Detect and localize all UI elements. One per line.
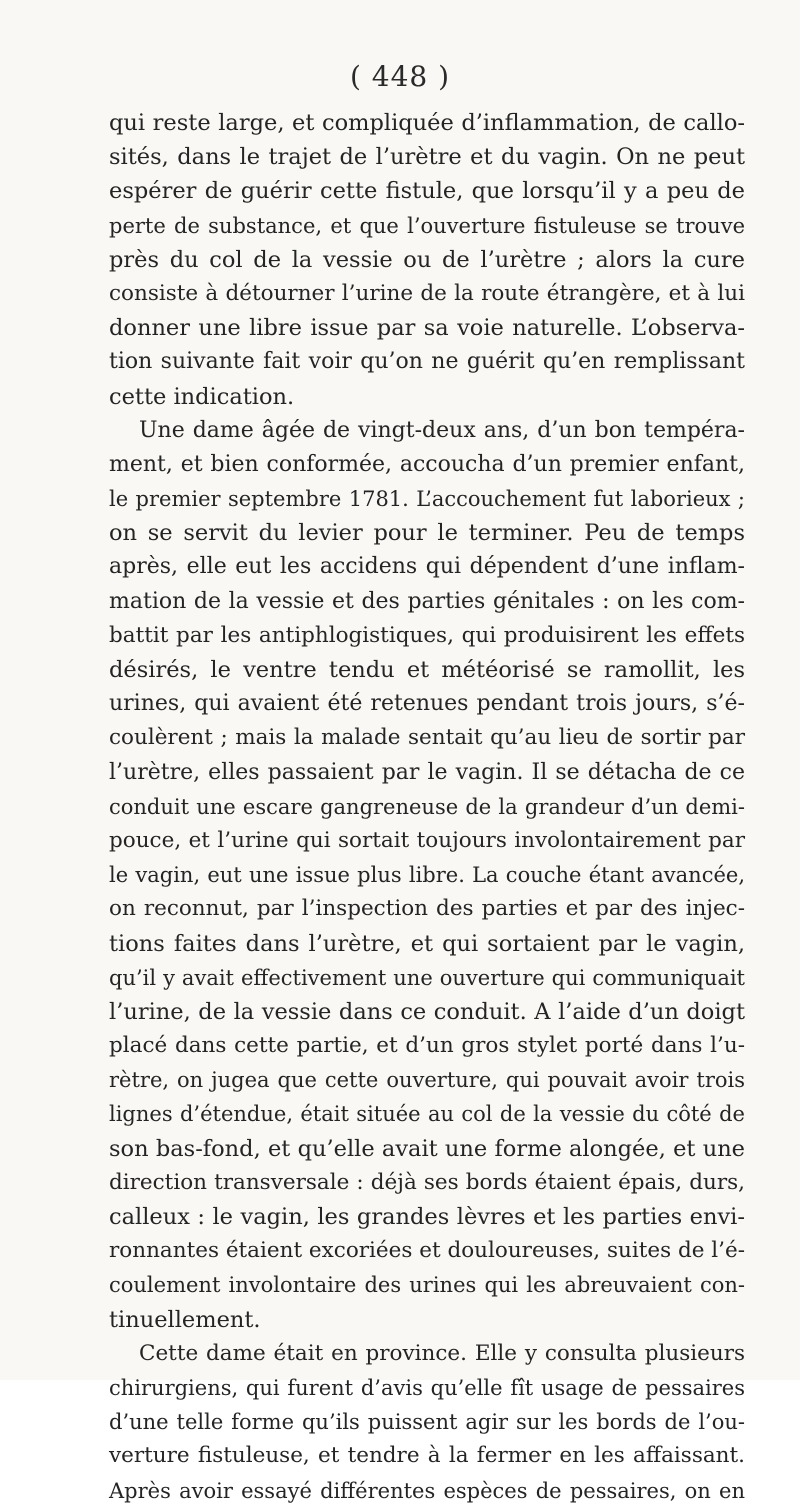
text-line: ment, et bien conformée, accoucha d’un premier enfant, <box>109 451 745 477</box>
text-line: près du col de la vessie ou de l’urètre ; alors la cure <box>109 246 745 273</box>
text-line: pouce, et l’urine qui sortait toujours involontairement par <box>109 827 745 853</box>
text-line: le premier septembre 1781. L’accouchement fut laborieux ; <box>109 487 745 512</box>
text-line: qui reste large, et compliquée d’inflammation, de callo- <box>109 110 745 136</box>
text-line: cette indication. <box>109 383 295 410</box>
text-line: sités, dans le trajet de l’urètre et du vagin. On ne peut <box>109 144 745 171</box>
text-line: l’urine, de la vessie dans ce conduit. A l’aide d’un doigt <box>109 998 745 1025</box>
text-line: on reconnut, par l’inspection des parties et par des injec- <box>109 896 745 922</box>
text-line: mation de la vessie et des parties génitales : on les com- <box>109 588 745 614</box>
text-line: consiste à détourner l’urine de la route étrangère, et à lui <box>109 280 745 306</box>
text-line: Après avoir essayé différentes espèces de pessaires, on en <box>109 1478 745 1503</box>
text-line: on se servit du levier pour le terminer. Peu de temps <box>109 520 745 547</box>
text-line: désirés, le ventre tendu et météorisé se ramollit, les <box>109 657 745 683</box>
text-line: verture fistuleuse, et tendre à la fermer en les affaissant. <box>109 1443 745 1469</box>
text-line: tions faites dans l’urètre, et qui sortaient par le vagin, <box>109 930 745 957</box>
text-line: coulèrent ; mais la malade sentait qu’au lieu de sortir par <box>109 725 745 751</box>
text-line: son bas-fond, et qu’elle avait une forme alongée, et une <box>109 1135 745 1162</box>
text-line: lignes d’étendue, était située au col de la vessie du côté de <box>109 1102 745 1127</box>
text-line: conduit une escare gangreneuse de la grandeur d’un demi- <box>109 794 745 819</box>
text-line: tinuellement. <box>109 1306 261 1333</box>
text-line: donner une libre issue par sa voie naturelle. L’observa- <box>109 315 745 342</box>
text-line: d’une telle forme qu’ils puissent agir sur les bords de l’ou- <box>109 1410 745 1435</box>
text-line: battit par les antiphlogistiques, qui produisirent les effets <box>109 622 745 648</box>
text-line: le vagin, eut une issue plus libre. La couche étant avancée, <box>109 863 745 888</box>
text-line: l’urètre, elles passaient par le vagin. Il se détacha de ce <box>109 759 745 785</box>
text-line: calleux : le vagin, les grandes lèvres et les parties envi- <box>109 1204 745 1230</box>
text-line: placé dans cette partie, et d’un gros stylet porté dans l’u- <box>109 1033 745 1059</box>
text-line: Une dame âgée de vingt-deux ans, d’un bon tempéra- <box>139 417 745 443</box>
text-line: direction transversale : déjà ses bords étaient épais, durs, <box>109 1169 745 1195</box>
text-line: coulement involontaire des urines qui les abreuvaient con- <box>109 1273 745 1298</box>
text-line: chirurgiens, qui furent d’avis qu’elle fît usage de pessaires <box>109 1375 745 1400</box>
text-line: urines, qui avaient été retenues pendant trois jours, s’é- <box>109 691 745 717</box>
text-line: tion suivante fait voir qu’on ne guérit qu’en remplissant <box>109 349 745 375</box>
text-line: après, elle eut les accidens qui dépendent d’une inflam- <box>109 554 745 580</box>
text-line: rètre, on jugea que cette ouverture, qui pouvait avoir trois <box>109 1068 745 1093</box>
text-line: Cette dame était en province. Elle y consulta plusieurs <box>139 1340 745 1366</box>
text-line: perte de substance, et que l’ouverture fistuleuse se trouve <box>109 213 745 238</box>
body-text <box>109 106 745 1508</box>
text-line: ronnantes étaient excoriées et douloureuses, suites de l’é- <box>109 1238 745 1264</box>
text-line: espérer de guérir cette fistule, que lorsqu’il y a peu de <box>109 178 745 205</box>
page-number: ( 448 ) <box>349 60 451 93</box>
text-line: qu’il y avait effectivement une ouverture qui communiquait <box>109 965 745 990</box>
